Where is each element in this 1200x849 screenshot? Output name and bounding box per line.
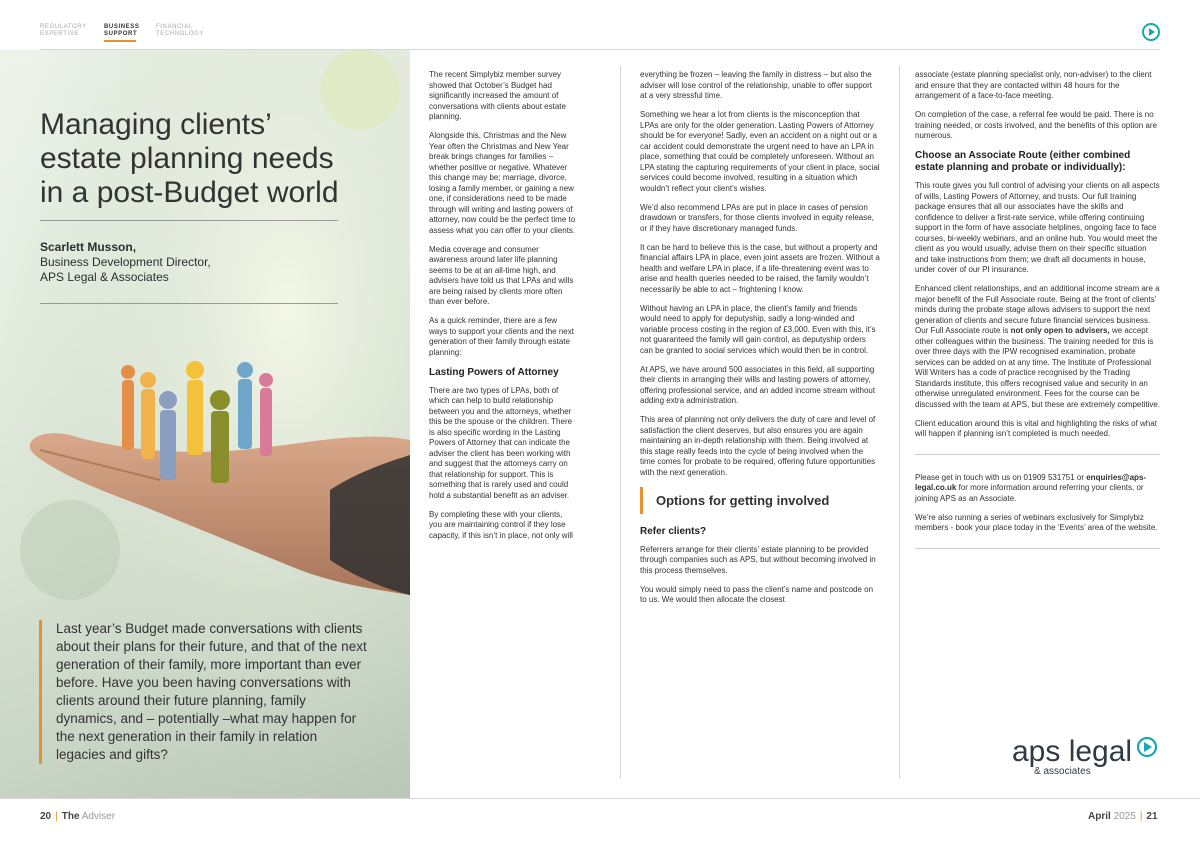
paragraph: Media coverage and consumer awareness around later life planning seems to be at an all-time high, and advisers have told us that LPAs and wills are being raised by clients more often than ever before. — [429, 244, 574, 306]
article-column-3 — [915, 70, 1160, 567]
nav-regulatory-expertise: REGULATORY EXPERTISE — [40, 24, 87, 37]
nav-business-support: BUSINESS SUPPORT — [104, 24, 136, 42]
aps-play-icon — [1141, 22, 1161, 42]
email-link[interactable]: enquiries@aps-legal.co.uk — [915, 472, 1147, 492]
magazine-name-suffix: Adviser — [81, 811, 116, 822]
issue-year: 2025 — [1113, 811, 1136, 822]
paragraph: We’re also running a series of webinars exclusively for Simplybiz members - book your place today in the ‘Events’ area of the website. — [915, 512, 1158, 532]
page-number-right: 21 — [1146, 811, 1158, 822]
author-role: Business Development Director, — [40, 255, 211, 269]
article-column-1 — [429, 70, 577, 550]
pull-quote: Last year’s Budget made conversations with clients about their plans for their future, and that of the next generation of their family, more important than ever before. Have you been having conversations with clients around their future planning, family dynamics, and – potentially –what may happen for the next generation in their family in relation legacies and gifts? — [39, 620, 369, 764]
paragraph: associate (estate planning specialist only, non-adviser) to the client and ensure that they are contacted within 48 hours for the arrangement of a face-to-face meeting. — [915, 70, 1152, 100]
paragraph: At APS, we have around 500 associates in this field, all supporting their clients in arranging their wills and lasting powers of attorney, offering professional service, and an added income stream without adding extra administration. — [640, 364, 876, 405]
paragraph: Referrers arrange for their clients’ estate planning to be provided through companies such as APS, but without becoming involved in this process themselves. — [640, 544, 876, 575]
paragraph: Enhanced client relationships, and an additional income stream are a major benefit of the Full Associate route. Being at the front of clients’ minds during the probate stage allows advisers to support the next generation of clients and secure future financial services business. Our Full Associate route is not only open to advisers, we accept other colleagues within the business. The training needed for this is over three days with the IPW recognised examination, probate services can be added on at any time. The Institute of Professional Will Writers has a code of practice recognised by the Trading Standards institute, this offers recognised value and security in an otherwise unregulated environment. Fees for the course can be discussed with the team at APS, but these are extremely competitive. — [915, 284, 1161, 409]
section-divider — [915, 454, 1160, 455]
nav-financial-technology: FINANCIAL TECHNOLOGY — [156, 24, 205, 37]
paragraph: Without having an LPA in place, the client’s family and friends would need to apply for deputyship, sadly a long-winded and variable process costing in the region of £3,000. Even with this, it’s not guaranteed the family will gain control, as deputyship orders can be granted to social services which would then be in control. — [640, 303, 876, 355]
paragraph: You would simply need to pass the client’s name and postcode on to us. We would then allocate the closest — [640, 584, 874, 604]
aps-legal-logo — [1012, 733, 1162, 777]
subheading-associate-route: Choose an Associate Route (either combined estate planning and probate or individually): — [915, 150, 1131, 173]
paragraph: We’d also recommend LPAs are put in place in cases of pension drawdown or transfers, for those clients involved in equity release, or if they have discretionary managed funds. — [640, 202, 874, 233]
logo-wordmark: aps legal — [1012, 735, 1133, 768]
section-nav — [40, 24, 205, 42]
options-callout: Options for getting involved — [640, 487, 880, 514]
contact-paragraph: Please get in touch with us on 01909 531751 or enquiries@aps-legal.co.uk for more information around referring your clients, or joining APS as an Associate. — [915, 472, 1147, 503]
paragraph: The recent Simplybiz member survey showed that October’s Budget had significantly increased the amount of conversations with clients about estate planning. — [429, 70, 566, 121]
paragraph: Alongside this, Christmas and the New Year often the Christmas and New Year break brings changes for families – whether positive or negative. Whatever this change may be; marriage, divorce, losing a family member, or gaining a new one, if considerations need to be made through will writing and lasting powers of attorney, now could be the perfect time to assess what you can offer to your clients. — [429, 131, 576, 235]
paragraph: everything be frozen – leaving the family in distress – but also the adviser will lose control of the relationship, unable to offer support at a very stressful time. — [640, 70, 872, 100]
paragraph: This area of planning not only delivers the duty of care and level of satisfaction the client deserves, but also ensures you are again maintaining an in-depth relationship with them. Being involved at this stage really feeds into the cycle of being involved when the time comes for probate to be required, offering future opportunities with the next generation. — [640, 415, 876, 477]
footer-divider — [0, 798, 1200, 799]
paragraph: As a quick reminder, there are a few ways to support your clients and the next generation of their family through estate planning: — [429, 316, 574, 357]
title-rule-top — [40, 220, 338, 221]
author-company: APS Legal & Associates — [40, 270, 169, 284]
article-title: Managing clients’ estate planning needs in a post-Budget world — [40, 108, 339, 209]
author-name: Scarlett Musson, — [40, 240, 137, 254]
hero-panel — [0, 50, 410, 798]
column-divider — [620, 66, 621, 778]
author-block — [40, 240, 211, 285]
paragraph: This route gives you full control of advising your clients on all aspects of wills, Lasting Powers of Attorney, and trusts. Our full training package ensures that all our associates have the skills and confidence to deliver a first-rate service, while offering continuing support in the form of have associate helplines, ongoing face to face courses, bi-weekly webinars, and an online hub. You would meet the client as you would usually, advise them on their specific situation and take instructions from them; we draft all documents in house, under cover of our PI insurance. — [915, 181, 1160, 274]
paragraph: Client education around this is vital and highlighting the risks of what will happen if planning isn’t completed is much needed. — [915, 418, 1157, 438]
issue-month: April — [1088, 811, 1111, 822]
paragraph: By completing these with your clients, you are maintaining control if they lose capacity, if this isn’t in place, not only will — [429, 509, 573, 540]
column-divider — [899, 66, 900, 778]
logo-subtitle: & associates — [1034, 766, 1091, 777]
page-number-left: 20 — [40, 811, 52, 822]
subheading-lpa: Lasting Powers of Attorney — [429, 366, 559, 378]
title-rule-bottom — [40, 303, 338, 304]
paragraph: There are two types of LPAs, both of which can help to build relationship between you and the attorneys, whether this be the spouse or the children. There is also specific wording in the Lasting Powers of Attorney that can indicate the adviser the client has been working with and suggest that the attorneys carry on that relationship for support. This is something that is rarely used and could hold a substantial benefit as an adviser. — [429, 385, 573, 500]
footer-left: 20 | The Adviser — [40, 811, 116, 822]
paragraph: Something we hear a lot from clients is the misconception that LPAs are only for the older generation. Lasting Powers of Attorney should be for everyone! Sadly, even an accident on a night out or a car accident could demonstrate the urgent need to have an LPA in place, something that could be completely unforeseen. Without an LPA stating the capturing requirements of your client in place, social services could become involved, resulting in a situation which wouldn’t reflect your client’s wishes. — [640, 110, 880, 193]
footer-right: April 2025 | 21 — [1088, 811, 1158, 822]
section-divider — [915, 548, 1160, 549]
paragraph: On completion of the case, a referral fee would be paid. There is no training needed, or costs involved, and the benefits of this option are numerous. — [915, 110, 1157, 140]
magazine-name: The — [61, 811, 80, 822]
emphasis: not only open to advisers, — [1010, 326, 1110, 335]
subheading-refer-clients: Refer clients? — [640, 525, 707, 537]
paragraph: It can be hard to believe this is the case, but without a property and financial affairs LPA in place, even joint assets are frozen. Without a health and welfare LPA in place, if a life-threatening event was to arise and health queries needed to be raised, the family wouldn’t necessarily be able to act – frightening I know. — [640, 242, 880, 294]
article-column-2 — [640, 70, 880, 614]
